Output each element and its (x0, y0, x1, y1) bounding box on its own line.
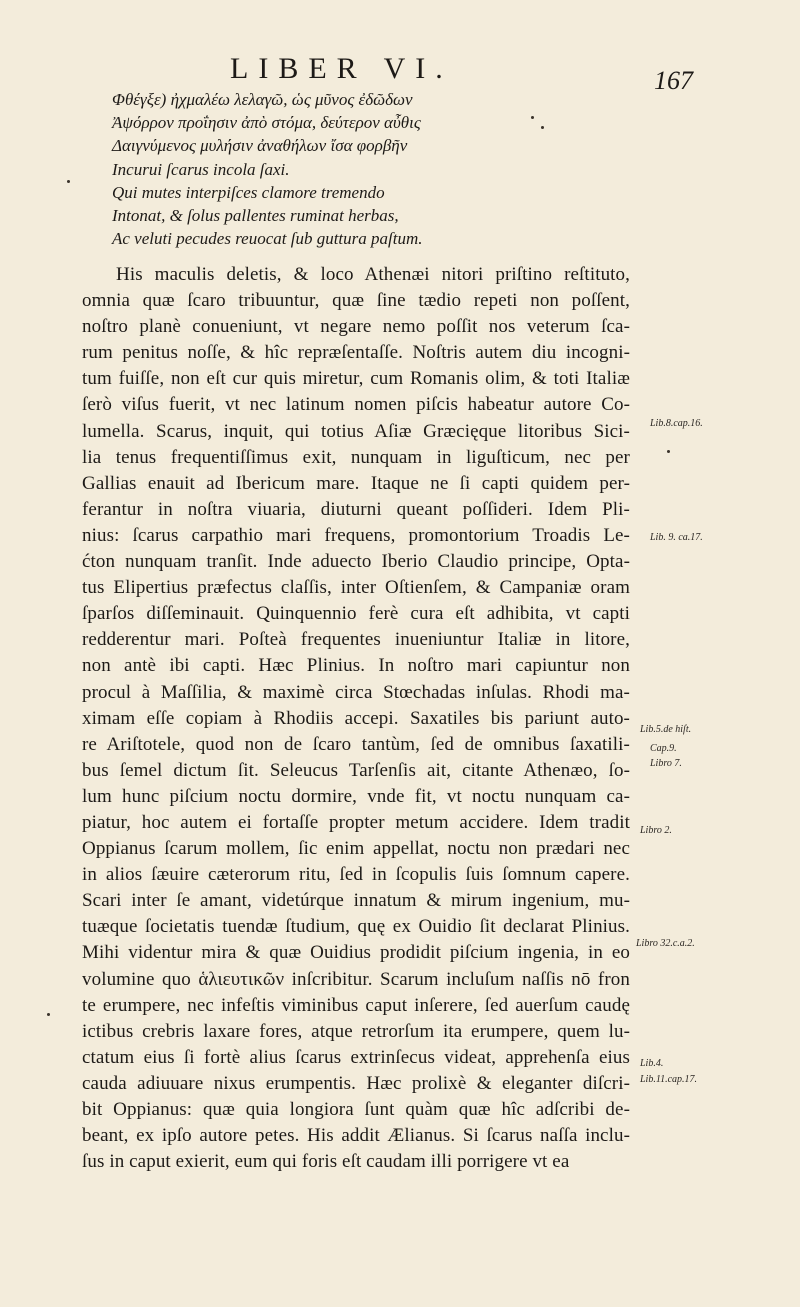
margin-note: Lib.4. (640, 1058, 664, 1069)
body-line: procul à Maſſilia, & maximè circa Stœchadas inſulas. Rhodi ma- (82, 681, 630, 703)
margin-note: Libro 7. (650, 758, 682, 769)
body-line: cauda adiuuare nixus erumpentis. Hæc prolixè & eleganter diſcri- (82, 1072, 630, 1094)
margin-note: Libro 2. (640, 825, 672, 836)
body-line: Gallias enauit ad Ibericum mare. Itaque ne ſi capti quidem per- (82, 472, 630, 494)
body-line: Mihi videntur mira & quæ Ouidius prodidit piſcium ingenia, in eo (82, 942, 630, 964)
margin-note: Lib. 9. ca.17. (650, 532, 703, 543)
margin-note: Lib.11.cap.17. (640, 1074, 698, 1085)
ink-speck (47, 1013, 50, 1016)
verse-line: Qui mutes interpiſces clamore tremendo (112, 182, 385, 202)
body-line: Scari inter ſe amant, videtúrque innatum & mirum ingenium, mu- (82, 890, 630, 912)
body-line: redderentur mari. Poſteà frequentes inueniuntur Italiæ in litore, (82, 629, 630, 651)
verse-line: Incurui ſcarus incola ſaxi. (112, 159, 290, 179)
body-line: lia tenus frequentiſſimus exit, nunquam in liguſticum, nec per (82, 446, 630, 468)
verse-line: Δαιγνύμενος μυλήσιν ἀναθήλων ἴσα φορβῆν (112, 136, 408, 156)
running-header: LIBER VI. (230, 52, 453, 85)
verse-line: Φθέγξε) ἠχμαλέω λελαγῶ, ὡς μῦνος ἐδῶδων (112, 90, 413, 109)
verse-line: Ac veluti pecudes reuocat ſub guttura paſtum. (112, 229, 423, 249)
body-line: re Ariſtotele, quod non de ſcaro tantùm, ſed de omnibus ſaxatili- (82, 733, 630, 755)
verse-line: Intonat, & ſolus pallentes ruminat herbas, (112, 205, 399, 225)
body-line: ferantur in noſtra viuaria, diuturni queant poſſideri. Idem Pli- (82, 498, 630, 520)
body-text (82, 262, 630, 1175)
body-line: ximam eſſe copiam à Rhodiis accepi. Saxatiles bis pariunt auto- (82, 707, 630, 729)
body-line: tus Elipertius præfectus claſſis, inter Oſtienſem, & Campaniæ oram (82, 577, 630, 599)
body-line: ćton nunquam tranſit. Inde aduecto Iberio Claudio principe, Opta- (82, 551, 630, 573)
body-line: tuæque ſocietatis tuendæ ſtudium, quę ex Ouidio ſit declarat Plinius. (82, 916, 630, 938)
body-line: lumella. Scarus, inquit, qui totius Aſiæ Græcięque litoribus Sici- (82, 420, 630, 442)
body-line: noſtro planè conueniunt, vt negare nemo poſſit nos veterum ſca- (82, 316, 630, 338)
body-line: ctatum eius ſi fortè alius ſcarus extrinſecus videat, apprehenſa eius (82, 1046, 630, 1068)
margin-note: Cap.9. (650, 743, 677, 754)
body-line: ſparſos diſſeminauit. Quinquennio ferè cura eſt adhibita, vt capti (82, 603, 630, 625)
body-line: omnia quæ ſcaro tribuuntur, quæ ſine tædio repeti non poſſent, (82, 290, 630, 312)
body-line: ſerò viſus fuerit, vt nec latinum nomen piſcis habeatur autore Co- (82, 394, 630, 416)
body-line: Oppianus ſcarum mollem, ſic enim appellat, noctu non prædari nec (82, 838, 630, 860)
body-line: nius: ſcarus carpathio mari frequens, promontorium Troadis Le- (82, 524, 630, 546)
body-line: His maculis deletis, & loco Athenæi nitori priſtino reſtituto, (116, 264, 630, 285)
page-number: 167 (654, 66, 693, 95)
body-line: tum fuiſſe, non eſt cur quis miretur, cum Romanis olim, & toti Italiæ (82, 368, 630, 390)
margin-note: Lib.5.de hiſt. (640, 724, 692, 735)
ink-speck (67, 180, 70, 183)
ink-speck (667, 450, 670, 453)
margin-note: Libro 32.c.a.2. (636, 938, 695, 949)
body-line: beant, ex ipſo autore petes. His addit Ælianus. Si ſcarus naſſa inclu- (82, 1125, 630, 1147)
verse-block (112, 88, 512, 250)
body-line: volumine quo ἁλιευτικῶν inſcribitur. Scarum incluſum naſſis nō fron (82, 968, 630, 990)
body-line: te erumpere, nec infeſtis viminibus caput inſerere, ſed auerſum caudę (82, 994, 630, 1016)
body-line: bit Oppianus: quæ quia longiora ſunt quàm quæ hîc adſcribi de- (82, 1099, 630, 1120)
body-line: lum hunc piſcium noctu dormire, vnde fit, vt noctu nunquam ca- (82, 785, 630, 807)
ink-speck (541, 126, 544, 129)
body-line: piatur, hoc autem ei fortaſſe propter metum accidere. Idem tradit (82, 811, 630, 833)
body-line: ſus in caput exierit, eum qui foris eſt caudam illi porrigere vt ea (82, 1151, 570, 1173)
body-line: in alios ſæuire cæterorum ritu, ſed in ſcopulis ſuis ſomnum capere. (82, 864, 630, 886)
margin-note: Lib.8.cap.16. (650, 418, 703, 429)
ink-speck (531, 116, 534, 119)
body-line: non antè ibi capti. Hæc Plinius. In noſtro mari capiuntur non (82, 655, 630, 677)
body-line: bus ſemel dictum ſit. Seleucus Tarſenſis ait, citante Athenæo, ſo- (82, 759, 630, 781)
body-line: rum penitus noſſe, & hîc repræſentaſſe. Noſtris autem diu incogni- (82, 342, 630, 364)
body-line: ictibus crebris laxare fores, atque retrorſum ita erumpere, quem lu- (82, 1020, 630, 1042)
verse-line: Ἀψόρρον προΐησιν ἀπὸ στόμα, δεύτερον αὖθις (112, 113, 421, 133)
